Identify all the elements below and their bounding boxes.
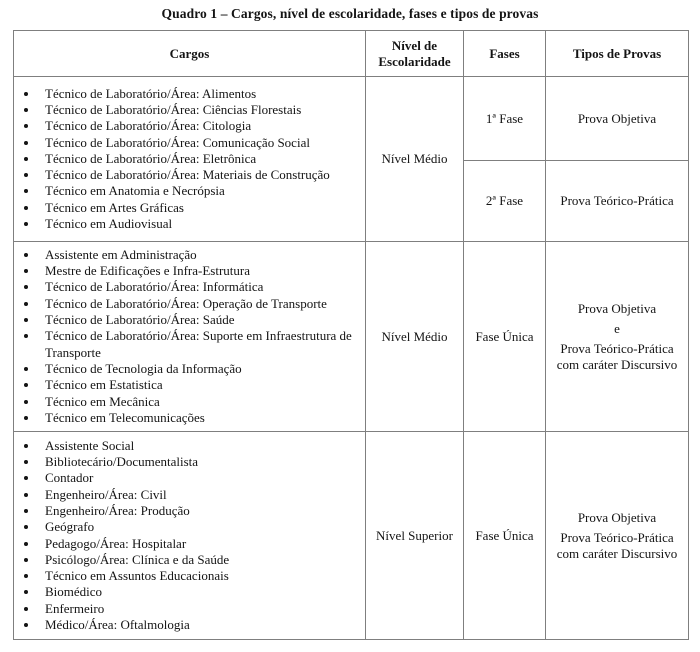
cargo-item: • Engenheiro/Área: Civil <box>39 487 359 503</box>
cargo-item: • Técnico em Anatomia e Necrópsia <box>39 183 359 199</box>
cargo-item: • Técnico de Laboratório/Área: Materiais de Construção <box>39 167 359 183</box>
cargo-item: • Geógrafo <box>39 519 359 535</box>
group3-fase-cell: Fase Única <box>464 432 546 640</box>
cargo-item: • Contador <box>39 470 359 486</box>
cargo-item: • Mestre de Edificações e Infra-Estrutura <box>39 263 359 279</box>
cargo-item: • Engenheiro/Área: Produção <box>39 503 359 519</box>
quadro-table <box>13 30 689 640</box>
cargo-item: • Técnico em Assuntos Educacionais <box>39 568 359 584</box>
cargo-item: • Técnico de Laboratório/Área: Alimentos <box>39 86 359 102</box>
cargo-item: • Técnico de Laboratório/Área: Comunicação Social <box>39 135 359 151</box>
cargo-item: • Médico/Área: Oftalmologia <box>39 617 359 633</box>
cargo-item: • Enfermeiro <box>39 601 359 617</box>
group2-tipos-cell <box>546 242 689 432</box>
group3-cargos-cell <box>14 432 366 640</box>
group3-escolaridade-cell: Nível Superior <box>366 432 464 640</box>
cargo-item: • Técnico em Artes Gráficas <box>39 200 359 216</box>
header-escolaridade: Nível de Escolaridade <box>366 31 464 77</box>
cargo-item: • Técnico de Laboratório/Área: Eletrônica <box>39 151 359 167</box>
cargo-item: • Técnico em Mecânica <box>39 394 359 410</box>
header-tipos: Tipos de Provas <box>546 31 689 77</box>
table-title: Quadro 1 – Cargos, nível de escolaridade, fases e tipos de provas <box>161 6 539 21</box>
group2-cargo-list <box>14 247 359 426</box>
group2-cargos-cell <box>14 242 366 432</box>
cargo-item: • Assistente em Administração <box>39 247 359 263</box>
cargo-item: • Técnico de Laboratório/Área: Informática <box>39 279 359 295</box>
group1-escolaridade-cell: Nível Médio <box>366 77 464 242</box>
cargo-item: • Pedagogo/Área: Hospitalar <box>39 536 359 552</box>
group2-escolaridade-cell: Nível Médio <box>366 242 464 432</box>
cargo-item: • Técnico de Laboratório/Área: Operação de Transporte <box>39 296 359 312</box>
group1-cargos-cell <box>14 77 366 242</box>
cargo-item: • Técnico de Laboratório/Área: Citologia <box>39 118 359 134</box>
cargo-item: • Técnico de Laboratório/Área: Ciências Florestais <box>39 102 359 118</box>
group1-fase2-cell: 2ª Fase <box>464 161 546 242</box>
group3-cargo-list <box>14 438 359 634</box>
group3-tipos-cell <box>546 432 689 640</box>
group2-row <box>14 242 689 432</box>
cargo-item: • Técnico em Estatistica <box>39 377 359 393</box>
cargo-item: • Técnico em Audiovisual <box>39 216 359 232</box>
cargo-item: • Técnico de Laboratório/Área: Saúde <box>39 312 359 328</box>
header-fases: Fases <box>464 31 546 77</box>
group3-tipos-line1: Prova Objetiva <box>577 509 657 525</box>
group1-tipo1-cell: Prova Objetiva <box>546 77 689 161</box>
cargo-item: • Técnico de Tecnologia da Informação <box>39 361 359 377</box>
group2-tipos-line3: Prova Teórico-Prática com caráter Discursivo <box>556 340 678 372</box>
header-cargos: Cargos <box>14 31 366 77</box>
group1-fase1-cell: 1ª Fase <box>464 77 546 161</box>
cargo-item: • Bibliotecário/Documentalista <box>39 454 359 470</box>
group1-tipo2-cell: Prova Teórico-Prática <box>546 161 689 242</box>
group2-tipos-line1: Prova Objetiva <box>577 300 657 316</box>
group3-tipos-line2: Prova Teórico-Prática com caráter Discursivo <box>556 529 678 561</box>
cargo-item: • Técnico em Telecomunicações <box>39 410 359 426</box>
group1-cargo-list <box>14 86 359 233</box>
cargo-item: • Técnico de Laboratório/Área: Suporte em Infraestrutura de Transporte <box>39 328 359 361</box>
cargo-item: • Assistente Social <box>39 438 359 454</box>
group3-row <box>14 432 689 640</box>
cargo-item: • Psicólogo/Área: Clínica e da Saúde <box>39 552 359 568</box>
group1-row-fase1 <box>14 77 689 161</box>
group2-tipos-line2: e <box>614 320 620 336</box>
group2-fase-cell: Fase Única <box>464 242 546 432</box>
header-row <box>14 31 689 77</box>
cargo-item: • Biomédico <box>39 584 359 600</box>
